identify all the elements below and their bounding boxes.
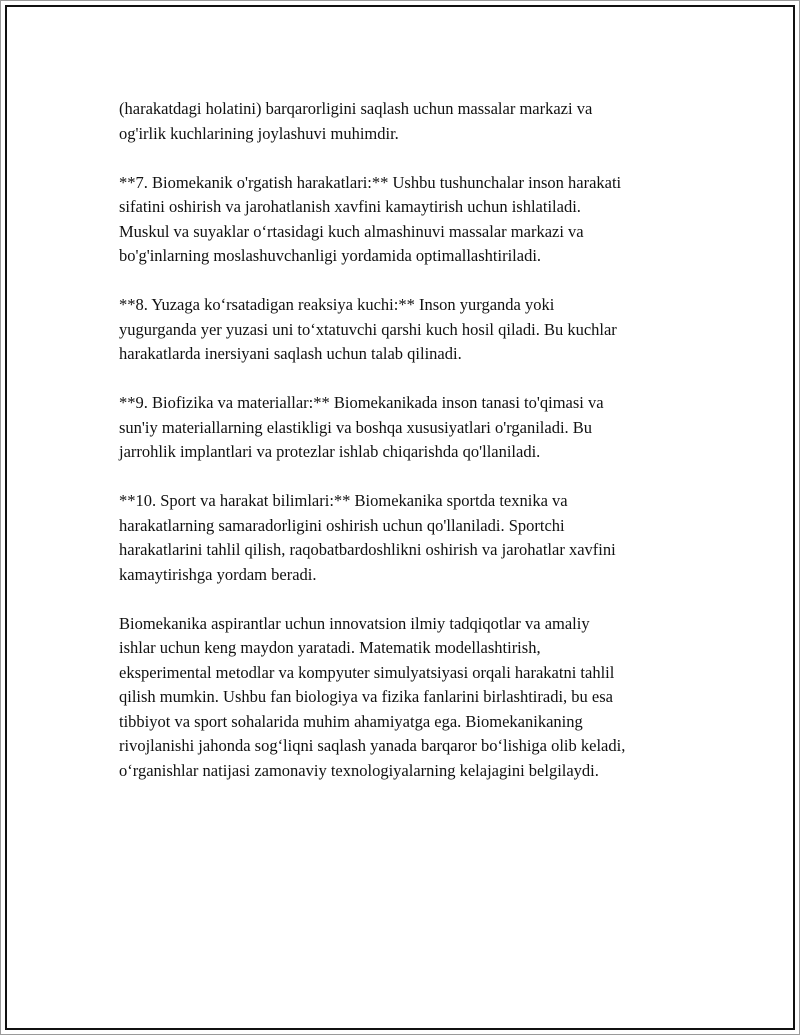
paragraph-conclusion: Biomekanika aspirantlar uchun innovatsion ilmiy tadqiqotlar va amaliy ishlar uchun keng maydon yaratadi. Matematik modellashtirish, eksperimental metodlar va kompyuter simulyatsiyasi orqali harakatni tahlil qilish mumkin. Ushbu fan biologiya va fizika fanlarini birlashtiradi, bu esa tibbiyot va sport sohalarida muhim ahamiyatga ega. Biomekanikaning rivojlanishi jahonda sog‘liqni saqlash yanada barqaror bo‘lishiga olib keladi, o‘rganishlar natijasi zamonaviy texnologiyalarning kelajagini belgilaydi.: [119, 613, 626, 780]
page-body: [119, 97, 699, 808]
paragraph-item-10: **10. Sport va harakat bilimlari:** Biomekanika sportda texnika va harakatlarning samaradorligini oshirish uchun qo'llaniladi. Sportchi harakatlarini tahlil qilish, raqobatbardoshlikni oshirish va jarohatlar xavfini kamaytirishga yordam beradi.: [119, 491, 616, 584]
paragraph-item-7: **7. Biomekanik o'rgatish harakatlari:** Ushbu tushunchalar inson harakati sifatini oshirish va jarohatlanish xavfini kamaytirish uchun ishlatiladi. Muskul va suyaklar o‘rtasidagi kuch almashinuvi massalar markazi va bo'g'inlarning moslashuvchanligi yordamida optimallashtiriladi.: [119, 172, 622, 265]
paragraph-item-9: **9. Biofizika va materiallar:** Biomekanikada inson tanasi to'qimasi va sun'iy materiallarning elastikligi va boshqa xususiyatlari o'rganiladi. Bu jarrohlik implantlari va protezlar ishlab chiqarishda qo'llaniladi.: [119, 393, 604, 461]
paragraph-item-8: **8. Yuzaga ko‘rsatadigan reaksiya kuchi:** Inson yurganda yoki yugurganda yer yuzasi uni to‘xtatuvchi qarshi kuch hosil qiladi. Bu kuchlar harakatlarda inersiyani saqlash uchun talab qilinadi.: [119, 295, 617, 363]
paragraph-continuation: (harakatdagi holatini) barqarorligini saqlash uchun massalar markazi va og'irlik kuchlarining joylashuvi muhimdir.: [119, 99, 593, 143]
